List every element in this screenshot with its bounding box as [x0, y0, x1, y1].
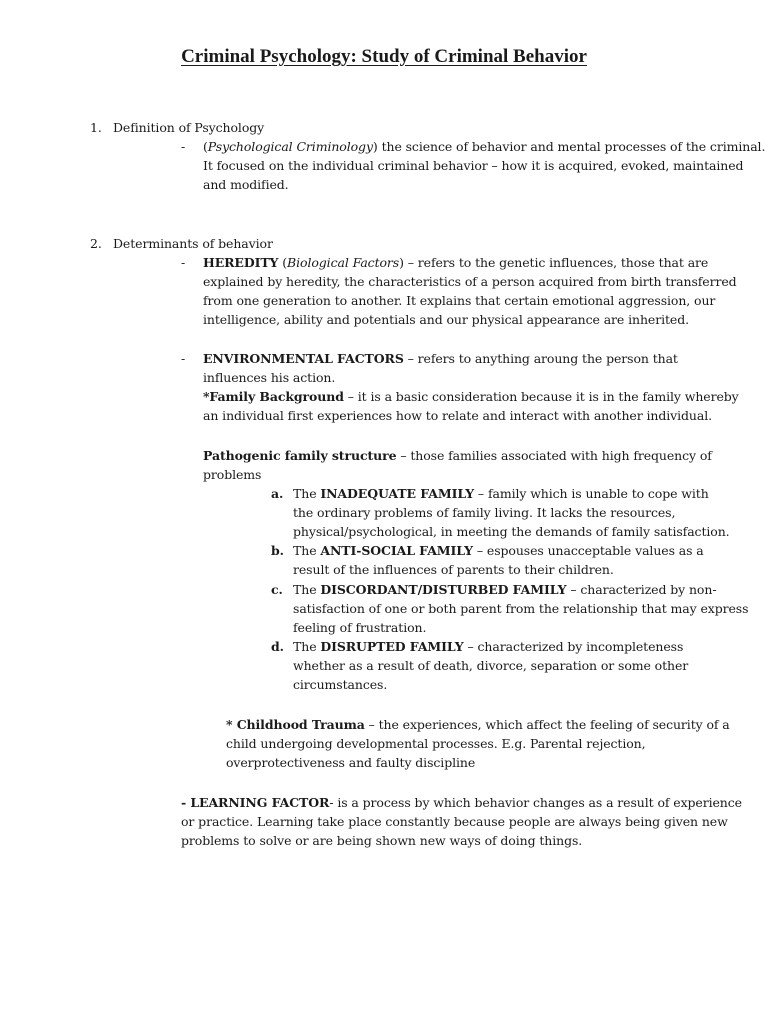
- list-marker-d: d.: [271, 639, 284, 654]
- heredity-line-1: HEREDITY (Biological Factors) – refers to the genetic influences, those that are: [203, 255, 709, 270]
- learning-factor-line-1: - LEARNING FACTOR- is a process by which behavior changes as a result of experience: [181, 795, 742, 810]
- environmental-line-1: ENVIRONMENTAL FACTORS – refers to anything aroung the person that: [203, 351, 678, 366]
- pathogenic-line-1: Pathogenic family structure – those families associated with high frequency of: [203, 448, 712, 463]
- childhood-trauma-line-3: overprotectiveness and faulty discipline: [226, 755, 476, 770]
- heredity-line-2: explained by heredity, the characteristics of a person acquired from birth transferred: [203, 274, 737, 289]
- environmental-line-2: influences his action.: [203, 370, 336, 385]
- section-2-number: 2.: [90, 236, 102, 251]
- disrupted-family-line-2: whether as a result of death, divorce, separation or some other: [293, 658, 689, 673]
- section-2-heading: Determinants of behavior: [113, 236, 273, 251]
- list-marker-c: c.: [271, 582, 283, 597]
- definition-line-3: and modified.: [203, 177, 289, 192]
- discordant-family-line-1: The DISCORDANT/DISTURBED FAMILY – characterized by non-: [293, 582, 717, 597]
- definition-line-1: (Psychological Criminology) the science of behavior and mental processes of the criminal.: [203, 139, 766, 154]
- disrupted-family-line-3: circumstances.: [293, 677, 388, 692]
- pathogenic-line-2: problems: [203, 467, 262, 482]
- pathogenic-term: Pathogenic family structure: [203, 448, 397, 463]
- list-marker-a: a.: [271, 486, 284, 501]
- list-dash: -: [181, 139, 186, 154]
- anti-social-family-line-2: result of the influences of parents to their children.: [293, 562, 614, 577]
- list-marker-b: b.: [271, 543, 284, 558]
- definition-line-2: It focused on the individual criminal behavior – how it is acquired, evoked, maintained: [203, 158, 744, 173]
- learning-factor-line-2: or practice. Learning take place constantly because people are always being given new: [181, 814, 728, 829]
- learning-factor-term: - LEARNING FACTOR: [181, 795, 330, 810]
- heredity-term: HEREDITY: [203, 255, 279, 270]
- disrupted-family-line-1: The DISRUPTED FAMILY – characterized by incompleteness: [293, 639, 684, 654]
- heredity-line-4: intelligence, ability and potentials and our physical appearance are inherited.: [203, 312, 689, 327]
- section-1-number: 1.: [90, 120, 102, 135]
- psychological-criminology-term: Psychological Criminology: [207, 139, 373, 154]
- section-1-heading: Definition of Psychology: [113, 120, 265, 135]
- environmental-factors-term: ENVIRONMENTAL FACTORS: [203, 351, 404, 366]
- discordant-family-line-3: feeling of frustration.: [293, 620, 427, 635]
- list-dash: -: [181, 351, 186, 366]
- childhood-trauma-line-2: child undergoing developmental processes. E.g. Parental rejection,: [226, 736, 646, 751]
- document-title: Criminal Psychology: Study of Criminal Behavior: [181, 46, 587, 67]
- family-background-line-1: *Family Background – it is a basic consideration because it is in the family whereby: [203, 389, 739, 404]
- anti-social-family-line-1: The ANTI-SOCIAL FAMILY – espouses unacceptable values as a: [293, 543, 704, 558]
- learning-factor-line-3: problems to solve or are being shown new ways of doing things.: [181, 833, 583, 848]
- childhood-trauma-term: * Childhood Trauma: [226, 717, 365, 732]
- childhood-trauma-line-1: * Childhood Trauma – the experiences, which affect the feeling of security of a: [226, 717, 730, 732]
- heredity-line-3: from one generation to another. It explains that certain emotional aggression, our: [203, 293, 716, 308]
- list-dash: -: [181, 255, 186, 270]
- discordant-family-line-2: satisfaction of one or both parent from the relationship that may express: [293, 601, 749, 616]
- family-background-line-2: an individual first experiences how to relate and interact with another individual.: [203, 408, 712, 423]
- inadequate-family-line-1: The INADEQUATE FAMILY – family which is unable to cope with: [293, 486, 709, 501]
- inadequate-family-line-2: the ordinary problems of family living. It lacks the resources,: [293, 505, 676, 520]
- inadequate-family-line-3: physical/psychological, in meeting the demands of family satisfaction.: [293, 524, 730, 539]
- family-background-term: *Family Background: [203, 389, 344, 404]
